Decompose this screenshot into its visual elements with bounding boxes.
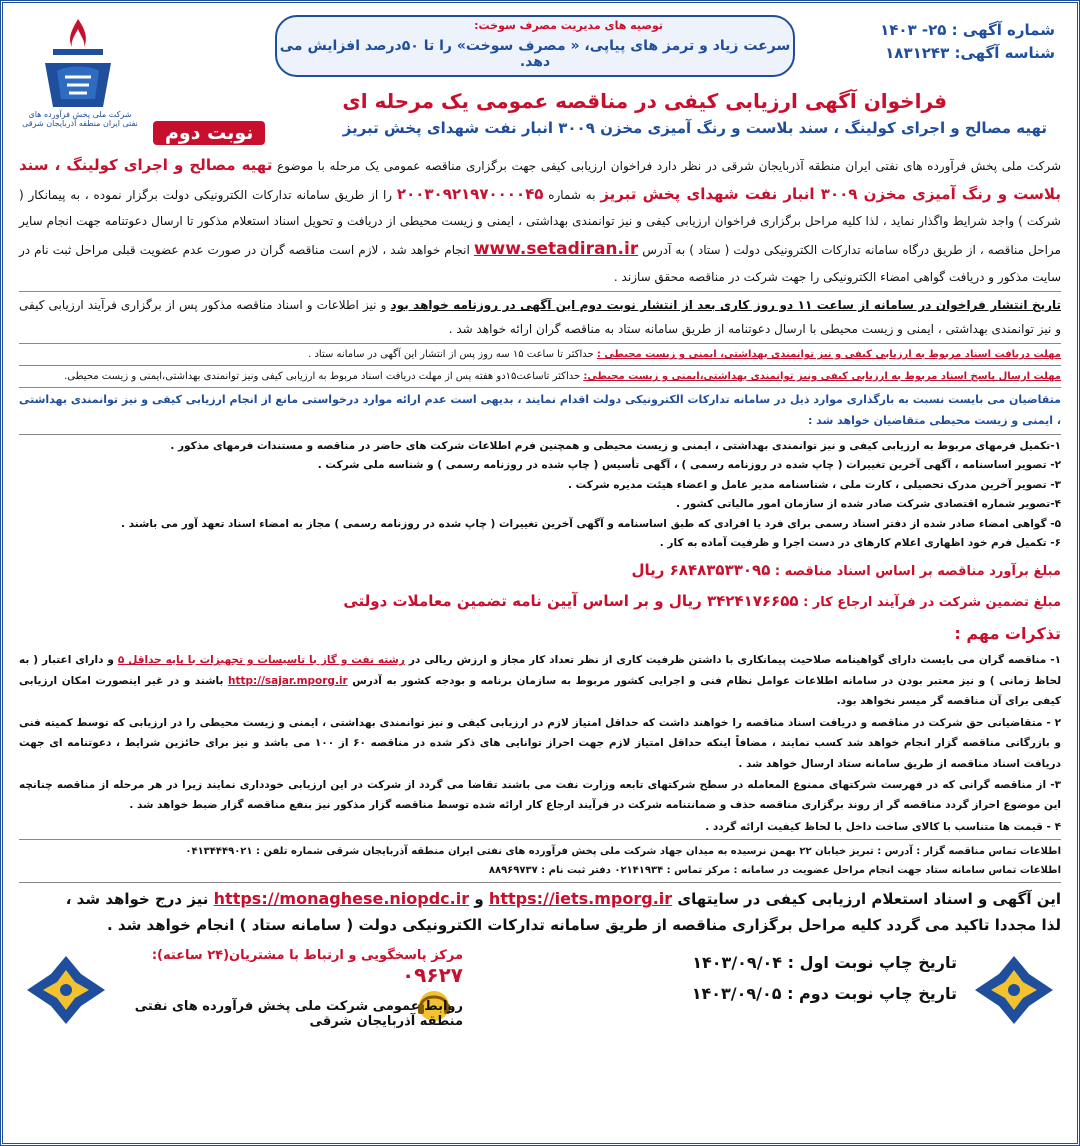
list-item: ۳- تصویر آخرین مدرک تحصیلی ، کارت ملی ، شناسنامه مدیر عامل و اعضاء هیئت مدیره شرکت . xyxy=(567,478,1061,491)
first-print-date: تاریخ چاپ نوبت اول : ۱۴۰۳/۰۹/۰۴ xyxy=(692,953,957,973)
intro-text: شرکت ملی پخش فرآورده های نفتی ایران منطقه آذربایجان شرقی در نظر دارد فراخوان ارزیابی کیفی جهت برگزاری مناقصه عمومی یک مرحله با موضوع xyxy=(276,159,1061,173)
notice-title: فراخوان آگهی ارزیابی کیفی در مناقصه عمومی یک مرحله ای xyxy=(342,89,947,113)
ad-id: شناسه آگهی: ۱۸۳۱۲۴۳ xyxy=(885,44,1055,63)
number-label: به شماره xyxy=(548,188,596,203)
notice-subtitle: تهیه مصالح و اجرای کولینگ ، سند بلاست و رنگ آمیزی مخزن ۳۰۰۹ انبار نفت شهدای پخش تبریز xyxy=(342,119,1047,137)
second-print-date: تاریخ چاپ نوبت دوم : ۱۴۰۳/۰۹/۰۵ xyxy=(691,983,957,1003)
divider xyxy=(19,291,1061,292)
guarantee-amount xyxy=(19,587,1061,616)
ornament-icon xyxy=(969,950,1059,1030)
notice-body xyxy=(13,151,1067,938)
ending-paragraph xyxy=(19,885,1061,938)
public-relations: روابط عمومی شرکت ملی پخش فرآورده های نفتی منطقه آذربایجان شرقی xyxy=(134,999,463,1030)
deadline-submit xyxy=(19,368,1061,385)
support-center xyxy=(123,948,463,1029)
iets-link[interactable]: https://iets.mporg.ir xyxy=(488,889,673,909)
logo-caption: شرکت ملی پخش فرآورده های نفتی ایران منطقه آذربایجان شرقی xyxy=(22,110,138,128)
note-1-field: رشته نفت و گاز با تاسیسات و تجهیزات با پایه حداقل ۵ xyxy=(117,654,405,667)
contact-tender: اطلاعات تماس مناقصه گزار : آدرس : تبریز خیابان ۲۲ بهمن نرسیده به میدان جهاد شرکت ملی پخش فرآورده های نفتی ایران منطقه آذربایجان شرقی شماره تلفن : ۰۴۱۳۴۴۴۹۰۲۱ xyxy=(185,846,1061,858)
fuel-advice-box xyxy=(275,15,795,77)
tender-number: ۲۰۰۳۰۹۲۱۹۷۰۰۰۰۴۵ xyxy=(396,185,544,204)
notice-footer xyxy=(13,944,1067,1040)
divider xyxy=(19,365,1061,366)
deadline-receive-label: مهلت دریافت اسناد مربوط به ارزیابی کیفی و نیز توانمندی بهداشتی، ایمنی و زیست محیطی : xyxy=(596,349,1061,361)
list-item: ۶- تکمیل فرم خود اظهاری اعلام کارهای در دست اجرا و ظرفیت آماده به کار . xyxy=(659,537,1061,550)
deadline-receive-text: حداکثر تا ساعت ۱۵ سه روز پس از انتشار این آگهی در سامانه ستاد . xyxy=(308,349,594,361)
sajar-link[interactable]: http://sajar.mporg.ir xyxy=(228,674,348,687)
guarantee-value: ۳۴۲۴۱۷۶۶۵۵ ریال و بر اساس آیین نامه تضمین معاملات دولتی xyxy=(343,591,799,610)
contact-info xyxy=(19,842,1061,880)
notice-header xyxy=(13,9,1067,149)
list-item: ۴-تصویر شماره اقتصادی شرکت صادر شده از سازمان امور مالیاتی کشور . xyxy=(676,498,1061,511)
note-1-text-2: و دارای اعتبار ( به لحاظ زمانی ) و نیز معتبر بودن در سامانه اطلاعات عوامل نظام فنی و اجرایی کشور مربوط به سازمان برنامه و بودجه کشور به آدرس xyxy=(19,654,1062,687)
divider xyxy=(19,839,1061,840)
deadline-submit-label: مهلت ارسال پاسخ اسناد مربوط به ارزیابی کیفی ونیز توانمندی بهداشتی،ایمنی و زیست محیطی: xyxy=(583,371,1061,383)
second-publication-badge: نوبت دوم xyxy=(153,121,265,145)
contact-setad: اطلاعات تماس سامانه ستاد جهت انجام مراحل عضویت در سامانه : مرکز تماس : ۰۲۱۴۱۹۳۴ دفتر ثبت نام : ۸۸۹۶۹۷۳۷ xyxy=(488,865,1061,877)
support-phone: ۰۹۶۲۷ xyxy=(401,963,463,988)
support-line xyxy=(123,948,463,987)
monaghese-link[interactable]: https://monaghese.niopdc.ir xyxy=(213,889,470,909)
print-dates xyxy=(692,948,957,1009)
note-1-text: ۱- مناقصه گران می بایست دارای گواهینامه صلاحیت پیمانکاری با داشتن ظرفیت کاری از نظر تعداد کار مجاز و ارزش ریالی در xyxy=(408,654,1062,667)
list-item: ۲- تصویر اساسنامه ، آگهی آخرین تغییرات ( چاپ شده در روزنامه رسمی ) ، آگهی تأسیس ( چاپ شده در روزنامه رسمی ) و شناسه ملی شرکت . xyxy=(317,459,1061,472)
note-1 xyxy=(19,650,1061,711)
deadline-submit-text: حداکثر تاساعت۱۵دو هفته پس از مهلت دریافت اسناد مربوط به ارزیابی کیفی ونیز توانمندی بهداشتی،ایمنی و زیست محیطی. xyxy=(64,371,581,383)
tender-subject: تهیه مصالح و اجرای کولینگ ، سند بلاست و رنگ آمیزی مخزن ۳۰۰۹ انبار نفت شهدای پخش تبریز xyxy=(19,156,1061,204)
divider xyxy=(19,434,1061,435)
intro-paragraph xyxy=(19,151,1061,289)
niopdc-logo-icon xyxy=(23,15,133,115)
list-item: ۱-تکمیل فرمهای مربوط به ارزیابی کیفی و نیز توانمندی بهداشتی ، ایمنی و زیست محیطی و همچنین فرم اطلاعات شرکت های حاضر در مناقصه و مستندات فرمهای مذکور . xyxy=(170,439,1061,452)
ending-text: این آگهی و اسناد استعلام ارزیابی کیفی در سایتهای xyxy=(677,890,1061,909)
divider xyxy=(19,343,1061,344)
intro-text-3: انجام خواهد شد ، لازم است مناقصه گران در صورت عدم عضویت قبلی مراحل ثبت نام در سایت مذکور و دریافت گواهی امضاء الکترونیکی را جهت شرکت در مناقصه محقق سازند . xyxy=(19,242,1061,285)
guarantee-label: مبلغ تضمین شرکت در فرآیند ارجاع کار : xyxy=(803,594,1061,610)
ending-and: و xyxy=(474,890,484,909)
note-2: ۲ - متقاضیانی حق شرکت در مناقصه و دریافت اسناد مناقصه را خواهند داشت که حداقل امتیاز لازم در ارزیابی کیفی و نیز توانمندی بهداشتی ، ایمنی و زیست محیطی را در ارزیابی که توسط کمیته فنی و بازرگانی مناقصه گزار انجام خواهد شد کسب نمایند ، مضافاً اینکه حداقل امتیاز لازم جهت احراز توانایی های ذکر شده در مناقصه ۶۰ از ۱۰۰ می باشد و نیز برای حائزین شرایط ، دعوتنامه ای جهت دریافت اسناد مناقصه از طریق سامانه ستاد ارسال خواهد شد . xyxy=(19,716,1062,770)
fuel-advice-text: سرعت زیاد و ترمز های پیاپی، « مصرف سوخت» را تا ۵۰درصد افزایش می دهد. xyxy=(279,38,791,70)
ornament-icon xyxy=(21,950,111,1030)
estimate-label: مبلغ برآورد مناقصه بر اساس اسناد مناقصه : xyxy=(774,563,1061,579)
list-item: ۵- گواهی امضاء صادر شده از دفتر اسناد رسمی برای فرد یا افرادی که طبق اساسنامه و آگهی آخرین تغییرات ( چاپ شده در روزنامه رسمی ) مجاز به امضاء اسناد تعهد آور می باشند . xyxy=(121,517,1061,530)
intro-text-2: را از طریق سامانه تدارکات الکترونیکی دولت برگزار نموده ، به پیمانکار ( شرکت ) واجد شرایط واگذار نماید ، لذا کلیه مراحل برگزاری فراخوان ارزیابی کیفی و نیز توانمندی بهداشتی ، ایمنی و زیست محیطی از دریافت و تحویل اسناد استعلام مذکور تا ارسال دعوتنامه جهت انجام سایر مراحل مناقصه ، از طریق درگاه سامانه تدارکات الکترونیکی دولت ( ستاد ) به آدرس xyxy=(19,188,1061,257)
divider xyxy=(19,882,1061,883)
publish-paragraph xyxy=(19,294,1061,341)
ending-text-3: لذا مجددا تاکید می گردد کلیه مراحل برگزاری مناقصه از طریق سامانه تدارکات الکترونیکی دولت ( سامانه ستاد ) انجام خواهد شد . xyxy=(106,915,1061,934)
deadline-receive xyxy=(19,346,1061,363)
requirements-list xyxy=(19,437,1061,554)
fuel-advice-title: توصیه های مدیریت مصرف سوخت: xyxy=(474,19,663,32)
publish-rest: و نیز اطلاعات و اسناد مناقصه مذکور پس از برگزاری فرآیند ارزیابی کیفی و نیز توانمندی بهداشتی ، ایمنی و زیست محیطی با ارسال دعوتنامه از طریق سامانه ستاد به مناقصه گران ارائه خواهد شد . xyxy=(19,298,1061,336)
estimate-value: ۶۸۴۸۳۵۳۳۰۹۵ ریال xyxy=(631,560,771,579)
applicants-note: متقاضیان می بایست نسبت به بارگذاری موارد ذیل در سامانه تدارکات الکترونیکی دولت اقدام نمایند ، بدیهی است عدم ارائه موارد درخواستی مانع از انجام ارزیابی کیفی و نیز توانمندی بهداشتی ، ایمنی و زیست محیطی متقاضیان خواهد شد : xyxy=(19,393,1061,428)
support-label: مرکز پاسخگویی و ارتباط با مشتریان(۲۴ ساعته): xyxy=(151,948,463,964)
ad-number: شماره آگهی : ۲۵- ۱۴۰۳ xyxy=(880,21,1055,39)
notes-title: تذکرات مهم : xyxy=(954,624,1061,644)
estimate-amount xyxy=(19,556,1061,585)
ad-info xyxy=(815,19,1055,66)
note-1-text-3: باشند و در غیر اینصورت امکان ارزیابی کیفی برای آن مناقصه گر میسر نخواهد بود. xyxy=(19,674,1061,708)
ending-text-2: نیز درج خواهد شد ، xyxy=(65,890,209,909)
note-3: ۳- از مناقصه گرانی که در فهرست شرکتهای ممنوع المعامله در سطح شرکتهای تابعه وزارت نفت می باشند تقاضا می گردد از شرکت در این ارزیابی خودداری نمایند زیرا در هر مرحله از مناقصه چنانچه این موضوع احراز گردد مناقصه گر از روند برگزاری مناقصه حذف و ضمانتنامه شرکت در فرآیند ارجاع کار ارائه شده توسط مناقصه گزار مذکور نیز بنفع مناقصه گزار ضبط خواهد شد . xyxy=(19,779,1061,812)
divider xyxy=(19,387,1061,388)
setadiran-link[interactable]: www.setadiran.ir xyxy=(473,238,639,259)
note-4: ۴ - قیمت ها متناسب با کالای ساخت داخل با لحاظ کیفیت ارائه گردد . xyxy=(705,820,1061,833)
publish-date-note: تاریخ انتشار فراخوان در سامانه از ساعت ۱۱ دو روز کاری بعد از انتشار نوبت دوم این آگهی در روزنامه خواهد بود xyxy=(390,298,1062,313)
